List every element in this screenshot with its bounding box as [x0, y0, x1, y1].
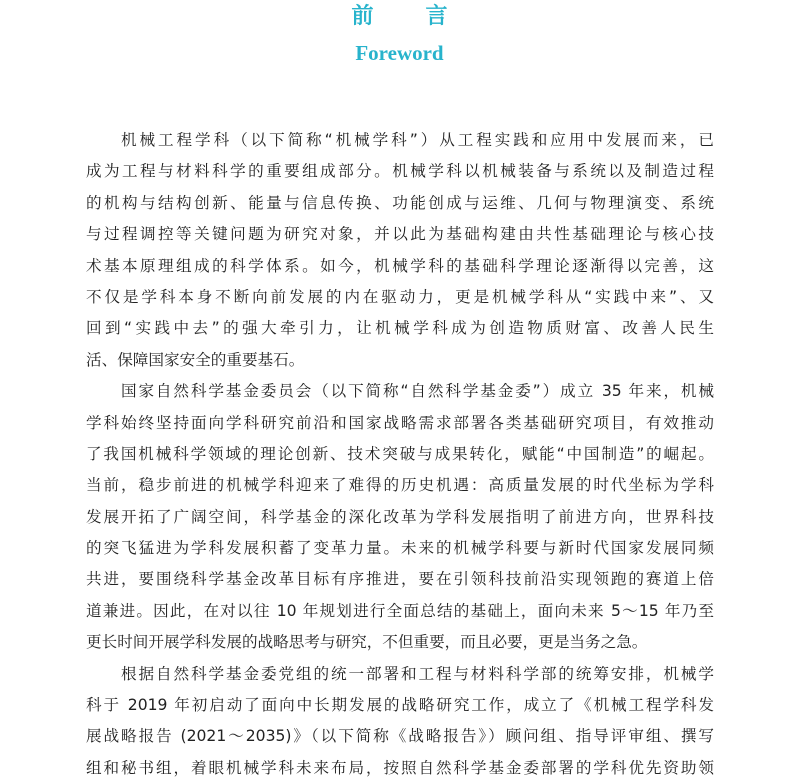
text-line: 术基本原理组成的科学体系。如今，机械学科的基础科学理论逐渐得以完善，这: [86, 256, 714, 275]
text-line: 机械工程学科（以下简称“机械学科”）从工程实践和应用中发展而来，已: [121, 131, 714, 149]
title-char-1: 前: [351, 4, 374, 29]
text-line: 的突飞猛进为学科发展积蓄了变革力量。未来的机械学科要与新时代国家发展同频: [86, 539, 714, 558]
title-char-2: 言: [425, 4, 448, 29]
paragraph-3: [86, 659, 714, 784]
text-line: 学科始终坚持面向学科研究前沿和国家战略需求部署各类基础研究项目，有效推动: [86, 413, 714, 432]
paragraph-1: [86, 125, 714, 376]
text-line: 共进，要围绕科学基金改革目标有序推进，要在引领科技前沿实现领跑的赛道上倍: [86, 570, 714, 589]
text-line: 更长时间开展学科发展的战略思考与研究，不但重要，而且必要，更是当务之急。: [86, 633, 648, 652]
chapter-title: [0, 2, 799, 32]
text-line: 发展开拓了广阔空间，科学基金的深化改革为学科发展指明了前进方向，世界科技: [86, 507, 714, 526]
paragraph-2: [86, 376, 714, 659]
text-line: 的机构与结构创新、能量与信息传换、功能创成与运维、几何与物理演变、系统: [86, 193, 714, 212]
text-line: 当前，稳步前进的机械学科迎来了难得的历史机遇：高质量发展的时代坐标为学科: [86, 476, 714, 495]
text-line: 国家自然科学基金委员会（以下简称“自然科学基金委”）成立 35 年来，机械: [121, 382, 714, 401]
text-line: 科于 2019 年初启动了面向中长期发展的战略研究工作，成立了《机械工程学科发: [86, 696, 714, 715]
text-line: 不仅是学科本身不断向前发展的内在驱动力，更是机械学科从“实践中来”、又: [86, 287, 714, 306]
text-line: 根据自然科学基金委党组的统一部署和工程与材料科学部的统筹安排，机械学: [121, 664, 714, 683]
body-text: [86, 125, 714, 784]
text-line: 道兼进。因此，在对以往 10 年规划进行全面总结的基础上，面向未来 5～15 年乃至: [86, 601, 714, 620]
text-line: 组和秘书组，着眼机械学科未来布局，按照自然科学基金委部署的学科优先资助领: [86, 758, 714, 777]
chapter-subtitle: Foreword: [355, 41, 444, 65]
text-line: 展战略报告 (2021～2035)》（以下简称《战略报告》）顾问组、指导评审组、撰写: [86, 727, 714, 746]
text-line: 回到“实践中去”的强大牵引力，让机械学科成为创造物质财富、改善人民生: [86, 319, 714, 338]
text-line: 活、保障国家安全的重要基石。: [86, 350, 305, 369]
text-line: 了我国机械科学领域的理论创新、技术突破与成果转化，赋能“中国制造”的崛起。: [86, 444, 714, 463]
text-line: 与过程调控等关键问题为研究对象，并以此为基础构建由共性基础理论与核心技: [86, 225, 714, 244]
text-line: 成为工程与材料科学的重要组成部分。机械学科以机械装备与系统以及制造过程: [86, 162, 714, 181]
